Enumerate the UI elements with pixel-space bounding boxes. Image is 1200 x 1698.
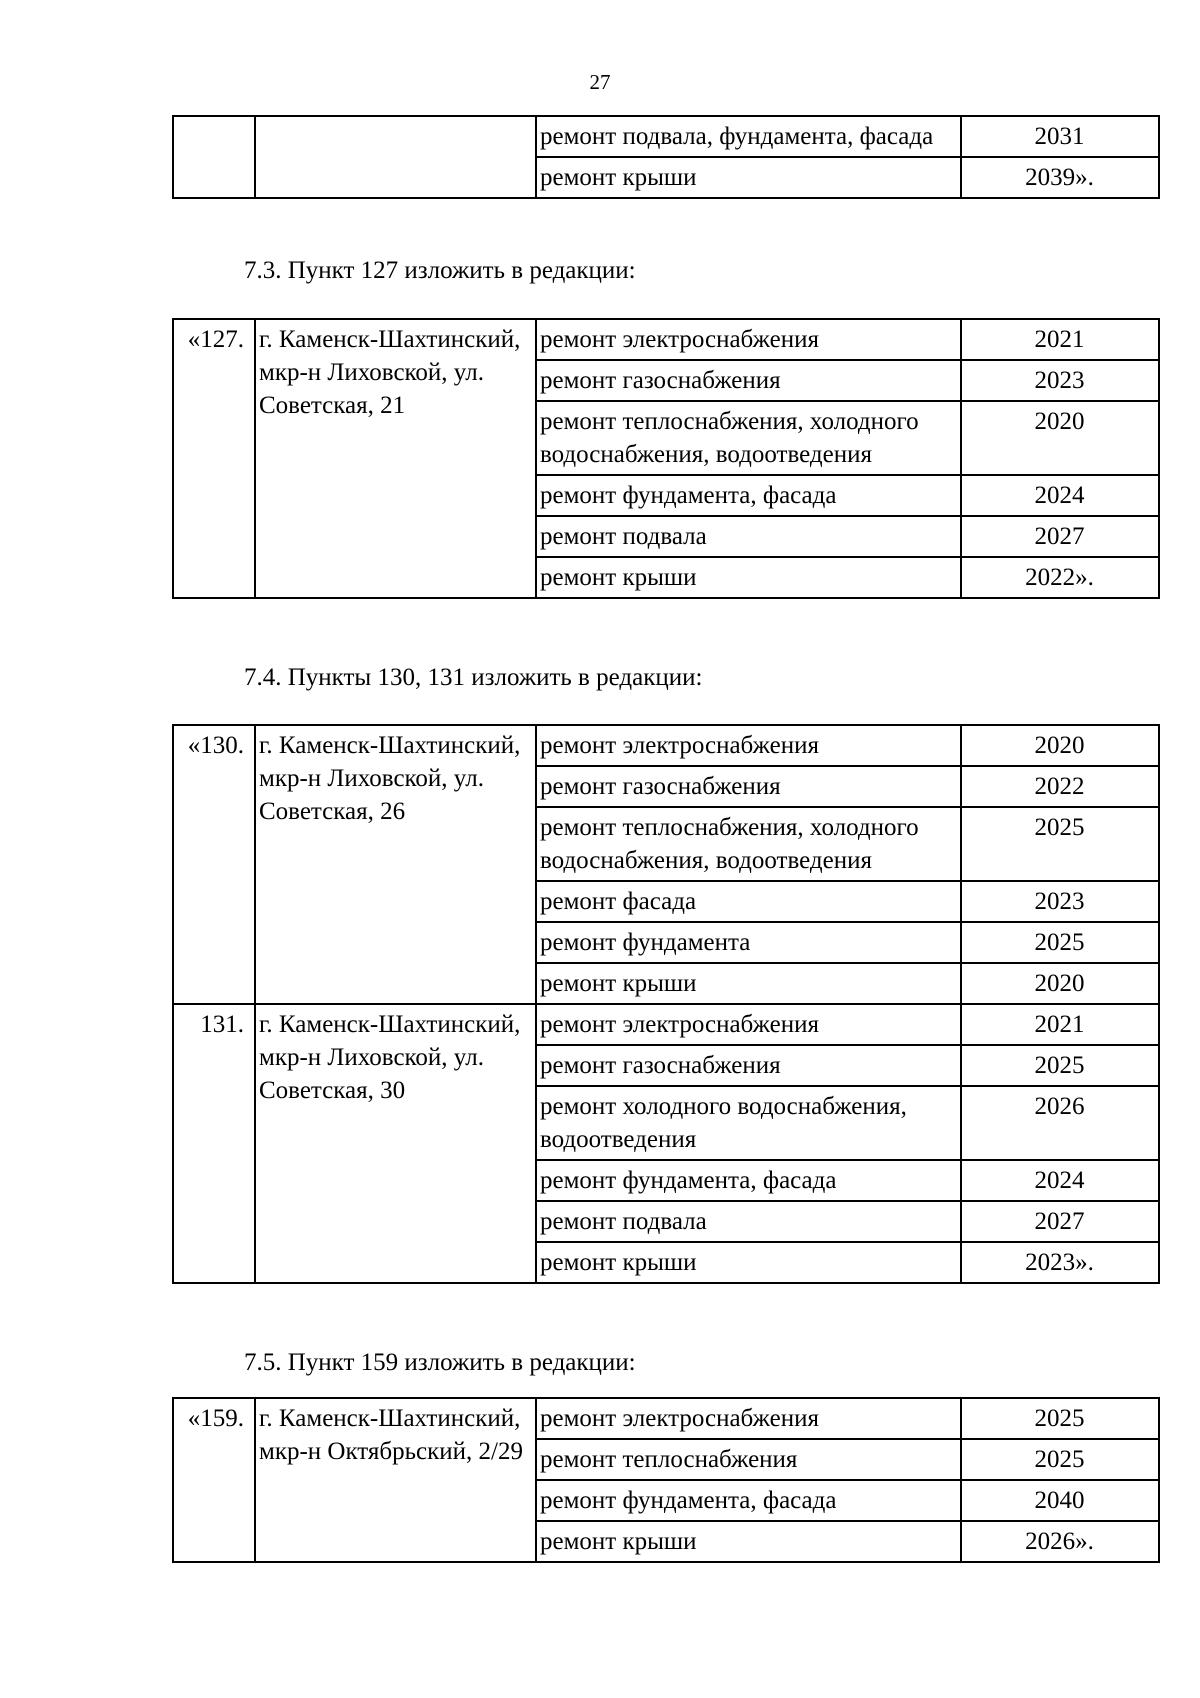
number-cell: «159.: [173, 1398, 255, 1562]
address-cell: [255, 116, 536, 198]
year-cell: 2023: [961, 360, 1159, 401]
year-cell: 2025: [961, 1398, 1159, 1439]
work-cell: ремонт крыши: [536, 1242, 961, 1283]
address-cell: г. Каменск-Шахтинский, мкр-н Лиховской, ул. Советская, 21: [255, 319, 536, 598]
year-cell: 2022».: [961, 557, 1159, 598]
year-cell: 2025: [961, 1439, 1159, 1480]
item-table-159: [172, 1397, 1160, 1563]
number-cell: 131.: [173, 1004, 255, 1283]
year-cell: 2025: [961, 922, 1159, 963]
year-cell: 2021: [961, 1004, 1159, 1045]
number-cell: «127.: [173, 319, 255, 598]
table-row: [173, 116, 1159, 157]
year-cell: 2020: [961, 401, 1159, 475]
section-heading: 7.5. Пункт 159 изложить в редакции:: [244, 1349, 636, 1376]
work-cell: ремонт подвала, фундамента, фасада: [536, 116, 961, 157]
work-cell: ремонт крыши: [536, 963, 961, 1004]
work-cell: ремонт газоснабжения: [536, 766, 961, 807]
work-cell: ремонт подвала: [536, 516, 961, 557]
year-cell: 2039».: [961, 157, 1159, 198]
number-cell: «130.: [173, 725, 255, 1004]
year-cell: 2027: [961, 516, 1159, 557]
address-cell: г. Каменск-Шахтинский, мкр-н Лиховской, ул. Советская, 26: [255, 725, 536, 1004]
section-heading: 7.4. Пункты 130, 131 изложить в редакции:: [244, 664, 703, 691]
section-heading: 7.3. Пункт 127 изложить в редакции:: [244, 257, 636, 284]
year-cell: 2024: [961, 475, 1159, 516]
page-number: 27: [589, 70, 611, 94]
year-cell: 2020: [961, 725, 1159, 766]
year-cell: 2031: [961, 116, 1159, 157]
year-cell: 2026».: [961, 1521, 1159, 1562]
table-row: [173, 1004, 1159, 1045]
year-cell: 2026: [961, 1086, 1159, 1160]
year-cell: 2025: [961, 807, 1159, 881]
number-cell: [173, 116, 255, 198]
year-cell: 2021: [961, 319, 1159, 360]
work-cell: ремонт электроснабжения: [536, 319, 961, 360]
work-cell: ремонт фундамента, фасада: [536, 1160, 961, 1201]
table-row: [173, 319, 1159, 360]
work-cell: ремонт крыши: [536, 557, 961, 598]
work-cell: ремонт фундамента, фасада: [536, 475, 961, 516]
work-cell: ремонт крыши: [536, 157, 961, 198]
year-cell: 2025: [961, 1045, 1159, 1086]
work-cell: ремонт теплоснабжения, холодного водоснабжения, водоотведения: [536, 401, 961, 475]
work-cell: ремонт теплоснабжения: [536, 1439, 961, 1480]
year-cell: 2040: [961, 1480, 1159, 1521]
year-cell: 2023: [961, 881, 1159, 922]
work-cell: ремонт газоснабжения: [536, 360, 961, 401]
table-row: [173, 1398, 1159, 1439]
continuation-table: [172, 115, 1160, 199]
work-cell: ремонт газоснабжения: [536, 1045, 961, 1086]
table-row: [173, 725, 1159, 766]
work-cell: ремонт фасада: [536, 881, 961, 922]
work-cell: ремонт фундамента: [536, 922, 961, 963]
work-cell: ремонт холодного водоснабжения, водоотведения: [536, 1086, 961, 1160]
address-cell: г. Каменск-Шахтинский, мкр-н Лиховской, ул. Советская, 30: [255, 1004, 536, 1283]
work-cell: ремонт электроснабжения: [536, 1398, 961, 1439]
address-cell: г. Каменск-Шахтинский, мкр-н Октябрьский, 2/29: [255, 1398, 536, 1562]
work-cell: ремонт электроснабжения: [536, 1004, 961, 1045]
year-cell: 2023».: [961, 1242, 1159, 1283]
year-cell: 2022: [961, 766, 1159, 807]
year-cell: 2020: [961, 963, 1159, 1004]
work-cell: ремонт теплоснабжения, холодного водоснабжения, водоотведения: [536, 807, 961, 881]
item-table-127: [172, 318, 1160, 599]
year-cell: 2024: [961, 1160, 1159, 1201]
year-cell: 2027: [961, 1201, 1159, 1242]
work-cell: ремонт фундамента, фасада: [536, 1480, 961, 1521]
item-table-130-131: [172, 724, 1160, 1284]
work-cell: ремонт крыши: [536, 1521, 961, 1562]
work-cell: ремонт подвала: [536, 1201, 961, 1242]
work-cell: ремонт электроснабжения: [536, 725, 961, 766]
